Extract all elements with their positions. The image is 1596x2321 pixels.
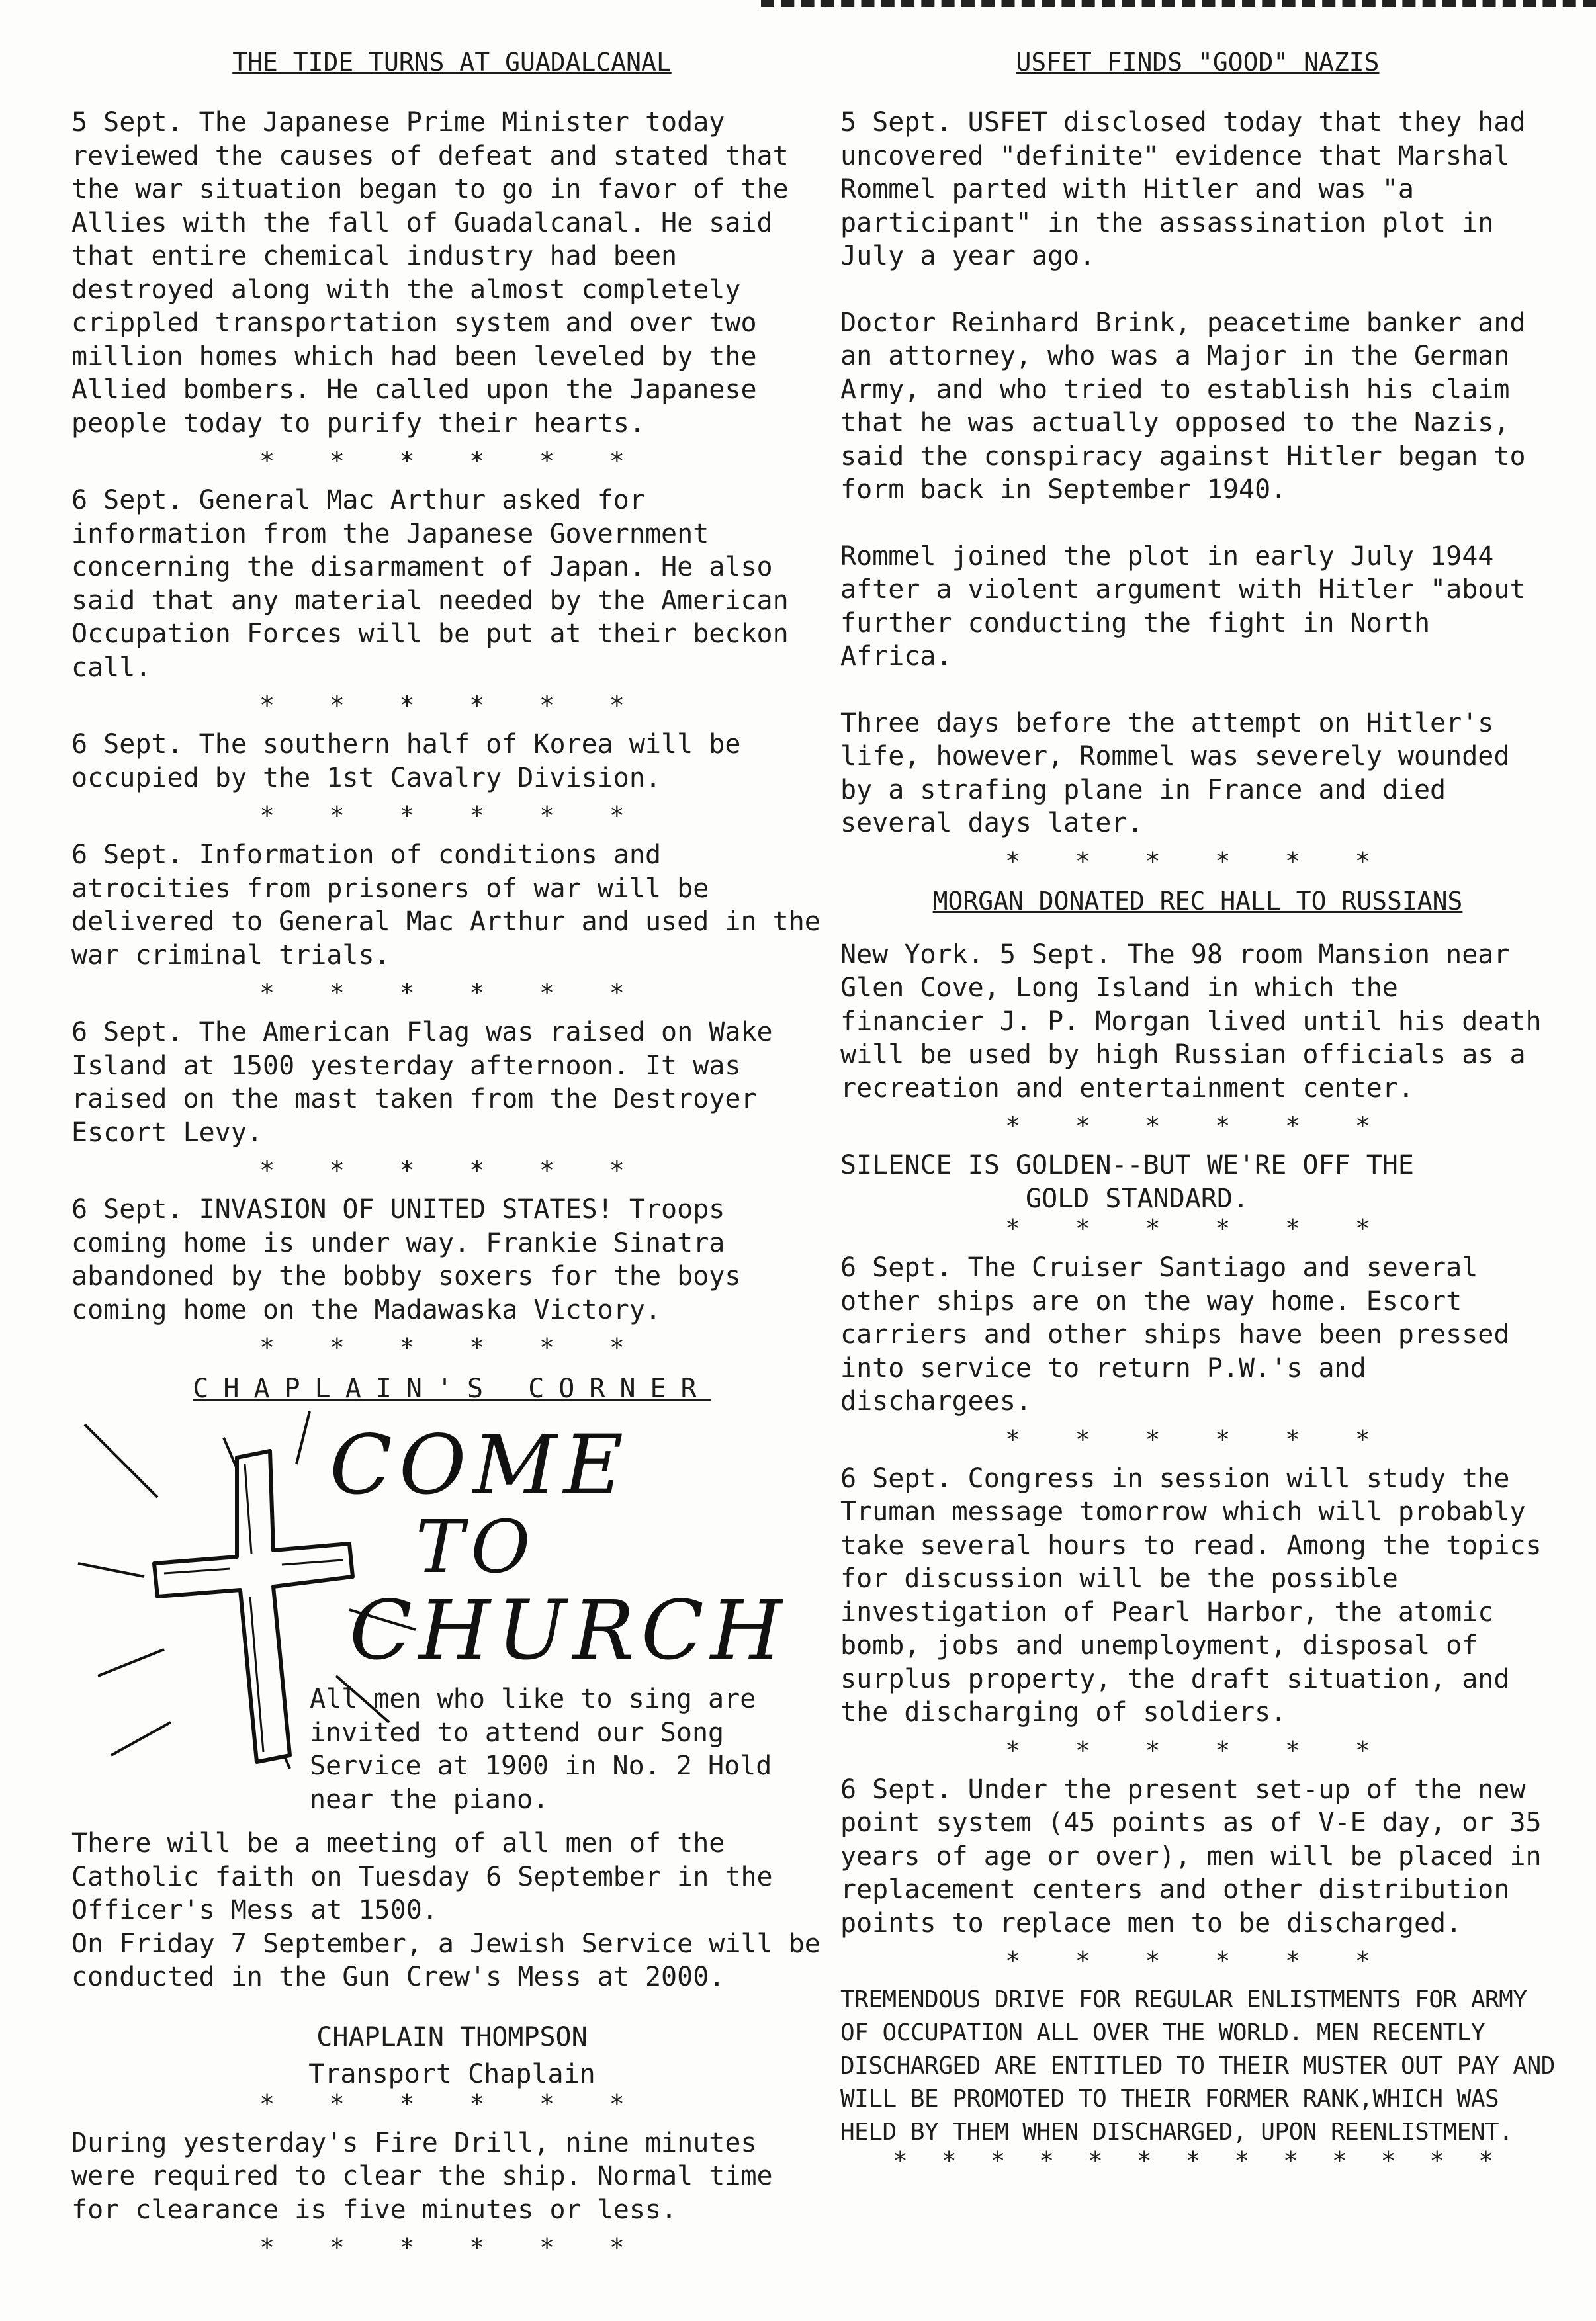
right-column xyxy=(840,40,1555,2183)
top-dashed-rule xyxy=(761,0,1596,16)
come-text: COME xyxy=(330,1418,631,1513)
star-separator: * * * * * * xyxy=(259,979,644,1008)
silence-line-2: GOLD STANDARD. xyxy=(1026,1183,1249,1214)
enlistment-notice: TREMENDOUS DRIVE FOR REGULAR ENLISTMENTS FOR ARMY OF OCCUPATION ALL OVER THE WORLD. MEN RECENTLY DISCHARGED ARE ENTITLED TO THEIR MUSTER OUT PAY AND WILL BE PROMOTED TO THEIR FORMER RANK,WHICH WAS HELD BY THEM WHEN DISCHARGED, UPON REENLISTMENT. xyxy=(840,1986,1555,2146)
news-item: 5 Sept. USFET disclosed today that they had uncovered "definite" evidence that Marshal Rommel parted with Hitler and was "a participant" in the assassination plot in July a year ago. xyxy=(840,107,1526,271)
star-separator: * * * * * * xyxy=(259,1156,644,1185)
news-item: Three days before the attempt on Hitler's life, however, Rommel was severely wounded by a strafing plane in France and died several days later. xyxy=(840,707,1510,838)
star-separator: * * * * * * xyxy=(259,447,644,476)
left-column xyxy=(71,40,832,2270)
chaplain-role: Transport Chaplain xyxy=(308,2058,596,2089)
silence-line-1: SILENCE IS GOLDEN--BUT WE'RE OFF THE xyxy=(840,1150,1414,1180)
star-separator: * * * * * * xyxy=(1005,1424,1390,1454)
news-item: 6 Sept. The American Flag was raised on Wake Island at 1500 yesterday afternoon. It was raised on the mast taken from the Destroyer Escort Levy. xyxy=(71,1017,773,1148)
catholic-meeting-note: There will be a meeting of all men of the Catholic faith on Tuesday 6 September in the Officer's Mess at 1500. xyxy=(71,1828,773,1925)
song-service-note: All men who like to sing are invited to attend our Song Service at 1900 in No. 2 Hold near the piano. xyxy=(310,1684,772,1815)
news-item: 6 Sept. INVASION OF UNITED STATES! Troops coming home is under way. Frankie Sinatra abandoned by the bobby soxers for the boys coming home on the Madawaska Victory. xyxy=(71,1194,741,1325)
chaplains-corner-title: CHAPLAIN'S CORNER xyxy=(193,1374,711,1404)
star-separator: * * * * * * xyxy=(1005,1947,1390,1976)
heading-morgan: MORGAN DONATED REC HALL TO RUSSIANS xyxy=(932,886,1463,916)
star-separator: * * * * * * xyxy=(1005,1735,1390,1765)
news-item: 6 Sept. Congress in session will study the Truman message tomorrow which will probably take several hours to read. Among the topics for discussion will be the possible investigation of Pearl Harbor, the atomic bomb, jobs and unemployment, disposal of surplus property, the draft situation, and the discharging of soldiers. xyxy=(840,1463,1542,1728)
chaplain-name: CHAPLAIN THOMPSON xyxy=(316,2021,588,2052)
to-text: TO xyxy=(416,1505,537,1589)
heading-usfet: USFET FINDS "GOOD" NAZIS xyxy=(1016,48,1380,77)
news-item: 6 Sept. Information of conditions and atrocities from prisoners of war will be delivered to General Mac Arthur and used in the war criminal trials. xyxy=(71,840,820,971)
heading-guadalcanal: THE TIDE TURNS AT GUADALCANAL xyxy=(232,48,672,77)
star-separator: * * * * * * xyxy=(1005,1112,1390,1141)
jewish-service-note: On Friday 7 September, a Jewish Service will be conducted in the Gun Crew's Mess at 2000. xyxy=(71,1928,820,1992)
news-item: 6 Sept. The southern half of Korea will be occupied by the 1st Cavalry Division. xyxy=(71,729,741,793)
star-separator: * * * * * * xyxy=(259,2233,644,2262)
news-item: Doctor Reinhard Brink, peacetime banker and an attorney, who was a Major in the German Army, and who tried to establish his claim that he was actually opposed to the Nazis, said the conspiracy against Hitler began to form back in September 1940. xyxy=(840,307,1526,505)
star-separator: * * * * * * xyxy=(259,691,644,720)
news-item: 6 Sept. General Mac Arthur asked for information from the Japanese Government concerning the disarmament of Japan. He also said that any material needed by the American Occupation Forces will be put at their beckon call. xyxy=(71,485,789,683)
news-item: New York. 5 Sept. The 98 room Mansion near Glen Cove, Long Island in which the financier J. P. Morgan lived until his death will be used by high Russian officials as a recreation and entertainment center. xyxy=(840,939,1542,1104)
star-separator: * * * * * * xyxy=(259,1333,644,1362)
star-separator: * * * * * * xyxy=(259,801,644,830)
news-item: Rommel joined the plot in early July 1944 after a violent argument with Hitler "about further conducting the fight in North Africa. xyxy=(840,541,1526,672)
star-separator: * * * * * * xyxy=(1005,846,1390,876)
news-item: 6 Sept. Under the present set-up of the new point system (45 points as of V-E day, or 35 years of age or over), men will be placed in replacement centers and other distribution points to replace men to be discharged. xyxy=(840,1774,1542,1939)
final-star-separator: * * * * * * * * * * * * * xyxy=(893,2146,1503,2175)
star-separator: * * * * * * xyxy=(1005,1214,1390,1243)
star-separator: * * * * * * xyxy=(259,2089,644,2119)
church-text: CHURCH xyxy=(349,1583,789,1679)
fire-drill-note: During yesterday's Fire Drill, nine minutes were required to clear the ship. Normal time for clearance is five minutes or less. xyxy=(71,2127,773,2225)
news-item: 6 Sept. The Cruiser Santiago and several other ships are on the way home. Escort carriers and other ships have been pressed into service to return P.W.'s and dischargees. xyxy=(840,1252,1510,1417)
news-item: 5 Sept. The Japanese Prime Minister today reviewed the causes of defeat and stated that the war situation began to go in favor of the Allies with the fall of Guadalcanal. He said that entire chemical industry had been destroyed along with the almost completely crippled transportation system and over two million homes which had been leveled by the Allied bombers. He called upon the Japanese people today to purify their hearts. xyxy=(71,107,789,439)
